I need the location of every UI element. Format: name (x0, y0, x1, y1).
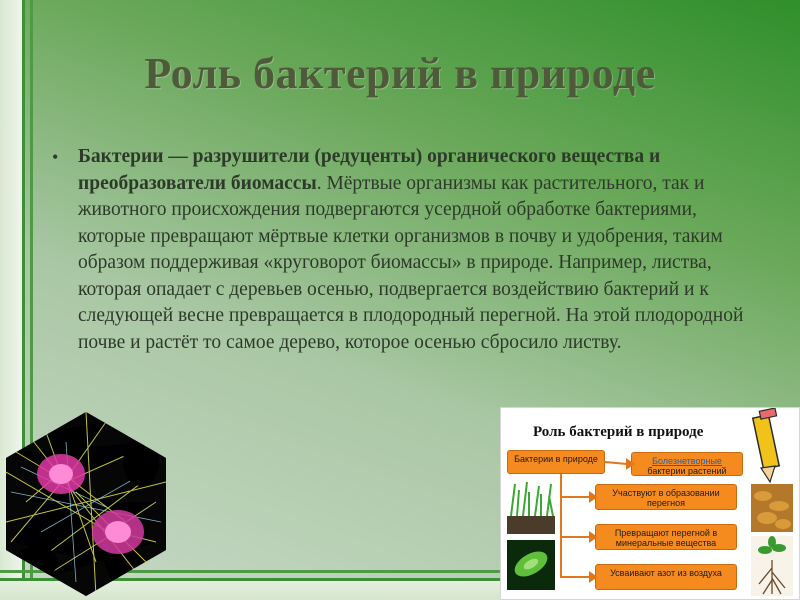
diagram-pathogens-box (631, 452, 743, 476)
paragraph (78, 144, 762, 356)
bullet-marker: • (52, 147, 59, 167)
bacterium-image (507, 540, 555, 590)
pencil-icon (752, 408, 782, 484)
diagram-root-label: Бактерии в природе (514, 454, 598, 464)
diagram-minerals-text: Превращают перегной в минеральные вещества (614, 528, 718, 548)
bullet-paragraph (52, 144, 762, 356)
slide-title: Роль бактерий в природе (144, 49, 656, 98)
paragraph-text: . Мёртвые организмы как растительного, так и животного происхождения подвергаются усердной обработке бактериями, которые превращают мёртвые клетки организмов в почву и удобрения, таким образом поддерживая «круговорот биомассы» в природе. Например, листва, которая опадает с деревьев осенью, подвергается воздействию бактерий и к следующей весне превращается в плодородный перегной. На этой плодородной почве и растёт то самое дерево, которое осенью сбросило листву. (78, 172, 744, 353)
diagram-nitrogen-box (595, 564, 737, 590)
leaf-litter-image (751, 484, 793, 532)
diagram-humus-text: Участвуют в образовании перегноя (612, 488, 720, 508)
diagram-pathogens-link[interactable]: Болезнетворные (652, 456, 722, 466)
diagram-humus-box (595, 484, 737, 510)
paragraph-bold-text: Бактерии — разрушители (редуценты) органического вещества и преобразователи биомассы (78, 146, 661, 194)
diagram-minerals-box (595, 524, 737, 550)
diagram-title: Роль бактерий в природе (533, 424, 704, 440)
grass-image (507, 480, 555, 534)
diagram-pathogens-text: бактерии растений (647, 466, 727, 476)
plant-roots-image (751, 536, 793, 596)
diagram-root-box (507, 450, 605, 474)
diagram-nitrogen-text: Усваивают азот из воздуха (610, 568, 722, 578)
